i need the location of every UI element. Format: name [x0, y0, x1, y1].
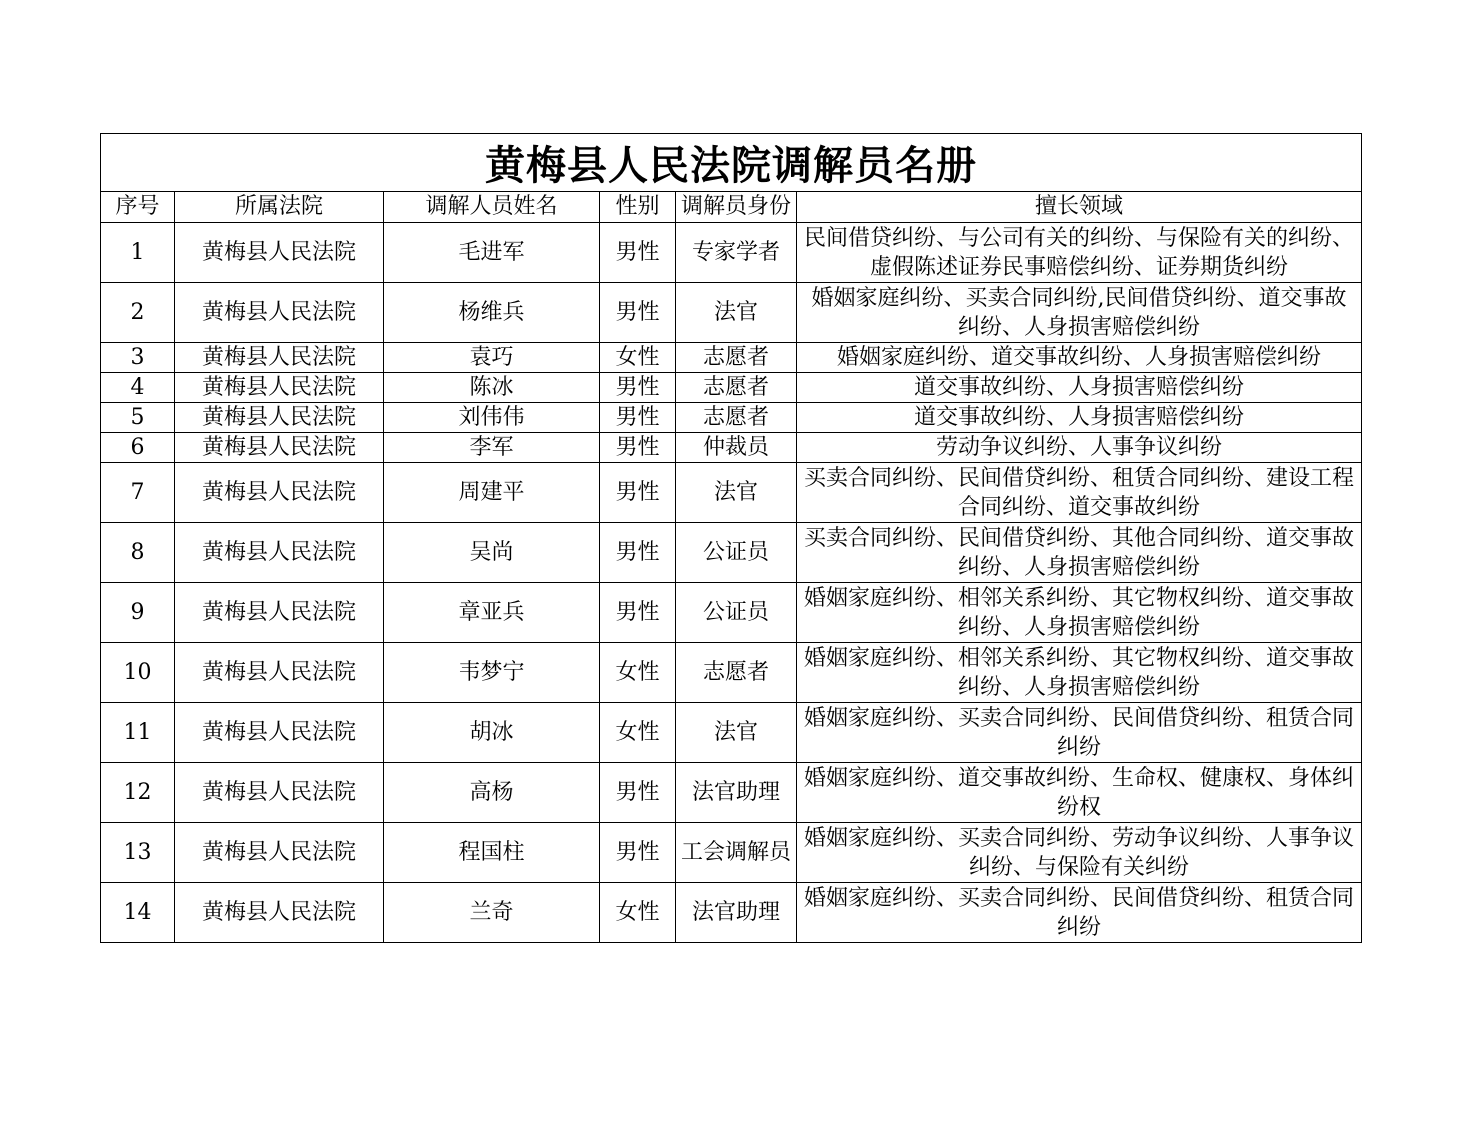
cell-name: 兰奇 [384, 883, 600, 943]
cell-domain: 婚姻家庭纠纷、道交事故纠纷、生命权、健康权、身体纠纷权 [797, 763, 1362, 823]
cell-domain: 劳动争议纠纷、人事争议纠纷 [797, 433, 1362, 463]
cell-name: 高杨 [384, 763, 600, 823]
cell-domain: 婚姻家庭纠纷、买卖合同纠纷、民间借贷纠纷、租赁合同纠纷 [797, 703, 1362, 763]
table-row [101, 703, 1362, 763]
table-row [101, 823, 1362, 883]
cell-gender: 女性 [600, 883, 676, 943]
column-header-name: 调解人员姓名 [384, 192, 600, 223]
cell-gender: 男性 [600, 223, 676, 283]
cell-role: 志愿者 [676, 373, 797, 403]
cell-role: 法官助理 [676, 763, 797, 823]
cell-gender: 女性 [600, 643, 676, 703]
cell-role: 仲裁员 [676, 433, 797, 463]
cell-gender: 男性 [600, 433, 676, 463]
cell-domain: 民间借贷纠纷、与公司有关的纠纷、与保险有关的纠纷、虚假陈述证券民事赔偿纠纷、证券期货纠纷 [797, 223, 1362, 283]
cell-court: 黄梅县人民法院 [175, 643, 384, 703]
cell-no: 9 [101, 583, 175, 643]
cell-court: 黄梅县人民法院 [175, 763, 384, 823]
cell-gender: 男性 [600, 463, 676, 523]
cell-gender: 女性 [600, 703, 676, 763]
cell-no: 4 [101, 373, 175, 403]
cell-domain: 买卖合同纠纷、民间借贷纠纷、租赁合同纠纷、建设工程合同纠纷、道交事故纠纷 [797, 463, 1362, 523]
cell-court: 黄梅县人民法院 [175, 883, 384, 943]
cell-court: 黄梅县人民法院 [175, 403, 384, 433]
cell-domain: 婚姻家庭纠纷、买卖合同纠纷、劳动争议纠纷、人事争议纠纷、与保险有关纠纷 [797, 823, 1362, 883]
table-row [101, 883, 1362, 943]
cell-no: 5 [101, 403, 175, 433]
table-row [101, 343, 1362, 373]
cell-no: 8 [101, 523, 175, 583]
table-row [101, 523, 1362, 583]
cell-role: 公证员 [676, 583, 797, 643]
cell-role: 法官 [676, 463, 797, 523]
table-row [101, 223, 1362, 283]
cell-domain: 婚姻家庭纠纷、相邻关系纠纷、其它物权纠纷、道交事故纠纷、人身损害赔偿纠纷 [797, 583, 1362, 643]
cell-domain: 道交事故纠纷、人身损害赔偿纠纷 [797, 403, 1362, 433]
cell-role: 志愿者 [676, 343, 797, 373]
cell-name: 袁巧 [384, 343, 600, 373]
table-header-row [101, 192, 1362, 223]
cell-role: 法官 [676, 283, 797, 343]
column-header-domain: 擅长领域 [797, 192, 1362, 223]
table-row [101, 373, 1362, 403]
cell-role: 工会调解员 [676, 823, 797, 883]
cell-role: 志愿者 [676, 403, 797, 433]
cell-role: 公证员 [676, 523, 797, 583]
cell-name: 程国柱 [384, 823, 600, 883]
cell-court: 黄梅县人民法院 [175, 433, 384, 463]
cell-name: 周建平 [384, 463, 600, 523]
cell-name: 吴尚 [384, 523, 600, 583]
table-row [101, 433, 1362, 463]
cell-domain: 婚姻家庭纠纷、相邻关系纠纷、其它物权纠纷、道交事故纠纷、人身损害赔偿纠纷 [797, 643, 1362, 703]
cell-gender: 男性 [600, 823, 676, 883]
mediator-roster-table [100, 133, 1362, 943]
column-header-no: 序号 [101, 192, 175, 223]
cell-domain: 婚姻家庭纠纷、道交事故纠纷、人身损害赔偿纠纷 [797, 343, 1362, 373]
table-row [101, 763, 1362, 823]
cell-name: 杨维兵 [384, 283, 600, 343]
table-row [101, 643, 1362, 703]
table-row [101, 583, 1362, 643]
cell-no: 7 [101, 463, 175, 523]
table-row [101, 463, 1362, 523]
cell-no: 2 [101, 283, 175, 343]
cell-no: 1 [101, 223, 175, 283]
cell-court: 黄梅县人民法院 [175, 373, 384, 403]
cell-domain: 婚姻家庭纠纷、买卖合同纠纷,民间借贷纠纷、道交事故纠纷、人身损害赔偿纠纷 [797, 283, 1362, 343]
cell-gender: 男性 [600, 763, 676, 823]
cell-no: 3 [101, 343, 175, 373]
cell-court: 黄梅县人民法院 [175, 823, 384, 883]
cell-gender: 男性 [600, 403, 676, 433]
table-row [101, 283, 1362, 343]
cell-no: 12 [101, 763, 175, 823]
cell-gender: 女性 [600, 343, 676, 373]
cell-gender: 男性 [600, 583, 676, 643]
cell-name: 李军 [384, 433, 600, 463]
cell-no: 10 [101, 643, 175, 703]
column-header-court: 所属法院 [175, 192, 384, 223]
cell-name: 章亚兵 [384, 583, 600, 643]
cell-name: 韦梦宁 [384, 643, 600, 703]
cell-court: 黄梅县人民法院 [175, 283, 384, 343]
table-row [101, 403, 1362, 433]
page-title: 黄梅县人民法院调解员名册 [101, 134, 1362, 192]
column-header-gender: 性别 [600, 192, 676, 223]
cell-no: 6 [101, 433, 175, 463]
cell-name: 毛进军 [384, 223, 600, 283]
column-header-role: 调解员身份 [676, 192, 797, 223]
cell-name: 胡冰 [384, 703, 600, 763]
cell-court: 黄梅县人民法院 [175, 463, 384, 523]
cell-gender: 男性 [600, 523, 676, 583]
cell-court: 黄梅县人民法院 [175, 703, 384, 763]
cell-role: 专家学者 [676, 223, 797, 283]
cell-no: 14 [101, 883, 175, 943]
cell-gender: 男性 [600, 373, 676, 403]
cell-domain: 买卖合同纠纷、民间借贷纠纷、其他合同纠纷、道交事故纠纷、人身损害赔偿纠纷 [797, 523, 1362, 583]
cell-role: 志愿者 [676, 643, 797, 703]
cell-domain: 婚姻家庭纠纷、买卖合同纠纷、民间借贷纠纷、租赁合同纠纷 [797, 883, 1362, 943]
cell-court: 黄梅县人民法院 [175, 523, 384, 583]
cell-no: 11 [101, 703, 175, 763]
cell-role: 法官 [676, 703, 797, 763]
cell-name: 刘伟伟 [384, 403, 600, 433]
cell-court: 黄梅县人民法院 [175, 583, 384, 643]
cell-gender: 男性 [600, 283, 676, 343]
cell-no: 13 [101, 823, 175, 883]
cell-domain: 道交事故纠纷、人身损害赔偿纠纷 [797, 373, 1362, 403]
cell-court: 黄梅县人民法院 [175, 343, 384, 373]
cell-name: 陈冰 [384, 373, 600, 403]
cell-role: 法官助理 [676, 883, 797, 943]
cell-court: 黄梅县人民法院 [175, 223, 384, 283]
